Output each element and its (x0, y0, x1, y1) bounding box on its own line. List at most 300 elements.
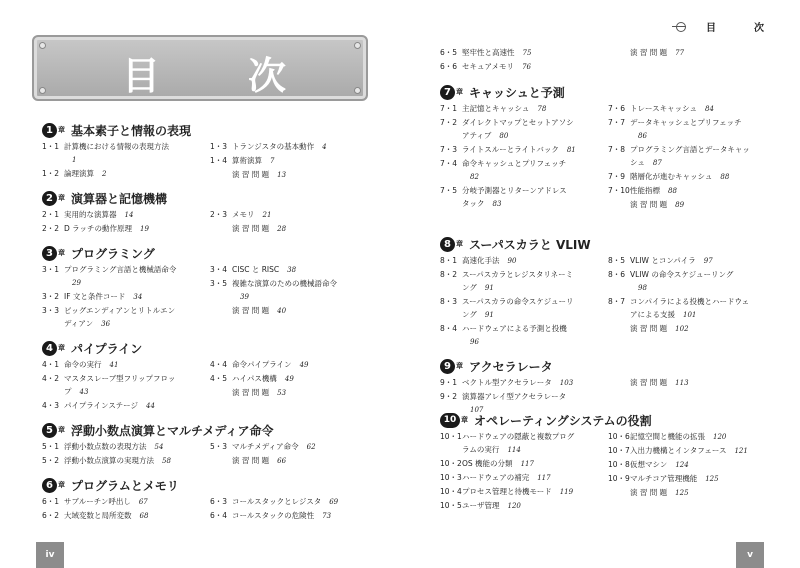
section-number: 6・5 (440, 48, 458, 57)
page-ref: 14 (124, 211, 134, 219)
section-title: 演 習 問 題 (630, 48, 668, 57)
toc-column-left (42, 140, 169, 181)
toc-entry[interactable] (608, 184, 750, 198)
section-number: 10・3 (440, 473, 462, 482)
section-title: データキャッシュとプリフェッチ (630, 118, 742, 127)
toc-entry[interactable] (42, 454, 171, 468)
section-title: 命令パイプライン (232, 360, 292, 369)
toc-entry[interactable] (440, 143, 576, 157)
section-title: 命令キャッシュとプリフェッチ (462, 159, 567, 168)
toc-entry[interactable] (42, 263, 176, 290)
section-number: 8・2 (440, 270, 458, 279)
page-ref: 13 (277, 171, 287, 179)
section-title: 主記憶とキャッシュ (462, 104, 530, 113)
page-ref: 91 (484, 284, 494, 292)
section-title: ハードウェアの補完 (462, 473, 530, 482)
page-ref: 49 (299, 361, 309, 369)
section-title: 堅牢性と高速性 (462, 48, 515, 57)
section-number: 4・3 (42, 401, 60, 410)
toc-entry[interactable] (440, 60, 531, 74)
toc-entry[interactable] (440, 254, 573, 268)
page-ref: 67 (138, 498, 148, 506)
section-number: 1・2 (42, 169, 60, 178)
page-ref: 54 (154, 443, 164, 451)
page-ref: 58 (162, 457, 171, 465)
page-ref: 81 (566, 146, 576, 154)
page-ref: 90 (507, 257, 517, 265)
line-icon (672, 26, 686, 27)
section-number: 6・4 (210, 511, 228, 520)
toc-entry[interactable] (42, 399, 175, 413)
page-ref: 44 (146, 402, 155, 410)
section-title: 性能指標 (630, 186, 660, 195)
section-number: 7・9 (608, 172, 626, 181)
section-title: コールスタックの危険性 (232, 511, 315, 520)
section-title: 浮動小数点演算の実現方法 (64, 456, 154, 465)
section-title: ベクトル型アクセラレータ (462, 378, 552, 387)
chapter-block (42, 422, 372, 465)
section-title: プロセス管理と待機モード (462, 487, 552, 496)
section-title: ハードウェアの隠蔽と複数プログ (462, 432, 575, 441)
section-title: 命令の実行 (64, 360, 102, 369)
section-number: 8・7 (608, 297, 626, 306)
toc-entry[interactable] (210, 386, 308, 400)
toc-entry[interactable] (42, 495, 148, 509)
toc-entry[interactable] (42, 208, 149, 222)
rivet-icon (354, 42, 361, 49)
toc-entry[interactable] (440, 295, 573, 322)
page-ref: 89 (675, 201, 685, 209)
page-ref: 7 (270, 157, 275, 165)
page-ref: 40 (277, 307, 287, 315)
section-title-cont: ング (462, 283, 477, 292)
toc-column-left (440, 430, 574, 513)
toc-entry[interactable] (608, 376, 689, 390)
toc-column-right (210, 440, 316, 468)
page-ref: 86 (638, 132, 647, 140)
section-title: 高速化手法 (462, 256, 500, 265)
toc-entry[interactable] (210, 263, 337, 277)
chapter-heading[interactable] (42, 245, 372, 261)
toc-entry[interactable] (608, 444, 748, 458)
chapter-number-badge: 3 (42, 246, 57, 261)
toc-entry[interactable] (42, 290, 176, 304)
page-ref: 117 (520, 460, 534, 468)
page-ref: 120 (507, 502, 521, 510)
section-title: 演 習 問 題 (630, 200, 668, 209)
chapter-title: 基本素子と情報の表現 (71, 123, 192, 138)
toc-entry[interactable] (608, 295, 749, 322)
page-number-right: v (736, 542, 764, 568)
page-ref: 73 (322, 512, 332, 520)
toc-entry[interactable] (42, 372, 175, 399)
toc-entry[interactable] (608, 486, 748, 500)
page-ref: 76 (522, 63, 531, 71)
section-title: 複雑な演算のための機械語命令 (232, 279, 337, 288)
page-ref: 120 (713, 433, 727, 441)
page-ref: 113 (675, 379, 689, 387)
toc-column-right (210, 208, 286, 236)
section-title: VLIW とコンパイラ (630, 256, 696, 265)
page-ref: 29 (72, 279, 81, 287)
section-number: 7・3 (440, 145, 458, 154)
section-number: 1・1 (42, 142, 60, 151)
toc-column-right (210, 140, 327, 182)
section-title: 算術演算 (232, 156, 262, 165)
page-ref: 41 (109, 361, 119, 369)
section-title: 実用的な演算器 (64, 210, 117, 219)
section-title: CISC と RISC (232, 265, 280, 274)
toc-entry[interactable] (42, 140, 169, 167)
section-title-cont: シュ (630, 158, 645, 167)
section-title: 大域変数と局所変数 (64, 511, 132, 520)
toc-column-right (210, 263, 337, 318)
section-title: 演 習 問 題 (630, 488, 668, 497)
chapter-block (42, 477, 372, 520)
section-number: 3・1 (42, 265, 60, 274)
page-ref: 2 (102, 170, 107, 178)
toc-entry[interactable] (42, 358, 175, 372)
toc-entry[interactable] (210, 372, 308, 386)
section-title: 論理演算 (64, 169, 94, 178)
page-ref: 28 (277, 225, 287, 233)
toc-column-right (210, 495, 338, 523)
toc-entry[interactable] (210, 454, 316, 468)
section-number: 10・5 (440, 501, 462, 510)
toc-entry[interactable] (440, 46, 531, 60)
page-ref: 36 (101, 320, 111, 328)
section-title: 演 習 問 題 (232, 170, 270, 179)
section-title: 演 習 問 題 (232, 306, 270, 315)
section-title-cont: プ (64, 387, 72, 396)
toc-entry[interactable] (608, 322, 749, 336)
toc-entry[interactable] (440, 499, 574, 513)
toc-entry[interactable] (42, 304, 176, 331)
section-title: ハイパス機構 (232, 374, 277, 383)
chapter-suffix: 章 (461, 416, 468, 424)
section-number: 8・1 (440, 256, 458, 265)
section-title: ハードウェアによる予測と投機 (462, 324, 567, 333)
chapter-heading[interactable] (440, 412, 770, 428)
toc-entry[interactable] (210, 222, 286, 236)
toc-entry[interactable] (608, 198, 750, 212)
chapter-heading[interactable] (42, 477, 372, 493)
toc-entry[interactable] (608, 472, 748, 486)
page-ref: 88 (668, 187, 677, 195)
section-title: プログラミング言語と機械語命令 (64, 265, 177, 274)
section-title: トレースキャッシュ (630, 104, 697, 113)
toc-column-left (42, 358, 175, 413)
chapter-block (440, 412, 770, 510)
section-title: 浮動小数点数の表現方法 (64, 442, 147, 451)
toc-entry[interactable] (210, 208, 286, 222)
page-ref: 75 (522, 49, 532, 57)
toc-column-left (42, 263, 176, 331)
toc-entry[interactable] (608, 268, 749, 295)
chapter-number-badge: 7 (440, 85, 455, 100)
page-ref: 107 (470, 406, 484, 414)
section-title: ユーザ管理 (462, 501, 500, 510)
page-ref: 98 (638, 284, 647, 292)
page-ref: 19 (140, 225, 149, 233)
section-title-cont: ング (462, 310, 477, 319)
section-number: 6・1 (42, 497, 60, 506)
chapter-suffix: 章 (58, 426, 65, 434)
toc-entry[interactable] (210, 495, 338, 509)
section-title: 仮想マシン (630, 460, 668, 469)
toc-column-left (440, 46, 531, 74)
section-title: ライトスルーとライトバック (462, 145, 559, 154)
page-ref: 101 (683, 311, 697, 319)
chapter-heading[interactable] (42, 340, 372, 356)
toc-column-right (210, 358, 308, 400)
chapter-heading[interactable] (440, 84, 770, 100)
chapter-heading[interactable] (42, 122, 372, 138)
toc-entry[interactable] (210, 140, 327, 154)
section-number: 3・2 (42, 292, 60, 301)
page-ref: 88 (720, 173, 730, 181)
chapter-title: プログラミング (71, 246, 155, 261)
section-title: スーパスカラの命令スケジューリ (462, 297, 574, 306)
section-number: 7・5 (440, 186, 458, 195)
toc-entry[interactable] (608, 254, 749, 268)
toc-column-right (608, 430, 748, 500)
chapter-number-badge: 8 (440, 237, 455, 252)
toc-entry[interactable] (608, 116, 750, 143)
toc-entry[interactable] (608, 170, 750, 184)
section-number: 3・4 (210, 265, 228, 274)
toc-entry[interactable] (210, 358, 308, 372)
chapter-number-badge: 6 (42, 478, 57, 493)
rivet-icon (354, 87, 361, 94)
chapter-heading[interactable] (42, 422, 372, 438)
section-number: 9・2 (440, 392, 458, 401)
section-number: 1・3 (210, 142, 228, 151)
section-title: D ラッチの動作原理 (64, 224, 133, 233)
chapter-block (42, 340, 372, 410)
page-ref: 117 (537, 474, 551, 482)
section-number: 10・2 (440, 459, 462, 468)
page-ref: 119 (559, 488, 574, 496)
page-ref: 43 (79, 388, 89, 396)
page-ref: 21 (262, 211, 272, 219)
toc-entry[interactable] (42, 440, 171, 454)
section-title: パイプラインステージ (64, 401, 139, 410)
rivet-icon (39, 87, 46, 94)
toc-entry[interactable] (440, 485, 574, 499)
section-number: 10・9 (608, 474, 630, 483)
chapter-title: スーパスカラと VLIW (469, 237, 591, 252)
page-ref: 77 (675, 49, 685, 57)
section-number: 7・8 (608, 145, 626, 154)
toc-entry[interactable] (440, 457, 574, 471)
page-ref: 39 (240, 293, 249, 301)
chapter-block (440, 236, 770, 346)
page-ref: 83 (492, 200, 502, 208)
chapter-block (42, 122, 372, 179)
toc-entry[interactable] (440, 430, 574, 457)
chapter-title: プログラムとメモリ (71, 478, 179, 493)
section-title: 入出力機構とインタフェース (630, 446, 727, 455)
toc-entry[interactable] (210, 440, 316, 454)
section-title: マスタスレーブ型フリップフロッ (64, 374, 176, 383)
chapter-heading[interactable] (440, 236, 770, 252)
toc-entry[interactable] (42, 509, 148, 523)
section-number: 1・4 (210, 156, 228, 165)
chapter-title: 浮動小数点演算とマルチメディア命令 (71, 423, 274, 438)
toc-entry[interactable] (210, 509, 338, 523)
toc-entry[interactable] (608, 46, 684, 60)
toc-entry[interactable] (210, 304, 337, 318)
page-ref: 4 (322, 143, 327, 151)
toc-entry[interactable] (210, 168, 327, 182)
page-ref: 114 (507, 446, 521, 454)
toc-entry[interactable] (608, 143, 750, 170)
page-ref: 49 (284, 375, 294, 383)
section-title: トランジスタの基本動作 (232, 142, 315, 151)
section-number: 4・2 (42, 374, 60, 383)
section-number: 2・1 (42, 210, 60, 219)
page-ref: 68 (139, 512, 149, 520)
page-ref: 34 (133, 293, 143, 301)
section-title: ダイレクトマップとセットアソシ (462, 118, 574, 127)
section-number: 2・2 (42, 224, 60, 233)
section-title: 演 習 問 題 (630, 324, 668, 333)
chapter-title: アクセラレータ (469, 359, 553, 374)
section-number: 5・3 (210, 442, 228, 451)
chapter-title: 演算器と記憶機構 (71, 191, 168, 206)
page-ref: 124 (675, 461, 689, 469)
section-title: コールスタックとレジスタ (232, 497, 322, 506)
page-ref: 66 (277, 457, 287, 465)
section-title: 演 習 問 題 (232, 224, 270, 233)
toc-entry[interactable] (608, 430, 748, 444)
toc-entry[interactable] (210, 154, 327, 168)
toc-entry[interactable] (210, 277, 337, 304)
chapter-suffix: 章 (58, 481, 65, 489)
toc-column-right (608, 376, 689, 390)
page-ref: 82 (470, 173, 479, 181)
section-title-cont: ラムの実行 (462, 445, 500, 454)
chapter-number-badge: 2 (42, 191, 57, 206)
section-number: 5・1 (42, 442, 60, 451)
section-number: 7・2 (440, 118, 458, 127)
section-title: コンパイラによる投機とハードウェ (630, 297, 750, 306)
toc-column-right (608, 102, 750, 212)
chapter-heading[interactable] (440, 358, 770, 374)
section-number: 6・6 (440, 62, 458, 71)
section-title: 分岐予測器とリターンアドレス (462, 186, 567, 195)
chapter-suffix: 章 (58, 249, 65, 257)
section-number: 7・6 (608, 104, 626, 113)
chapter-block (42, 245, 372, 328)
section-number: 10・1 (440, 432, 462, 441)
chapter-block (440, 358, 770, 414)
page-ref: 125 (705, 475, 719, 483)
page-ref: 96 (470, 338, 479, 346)
section-number: 4・1 (42, 360, 60, 369)
section-title-cont: アティブ (462, 131, 492, 140)
toc-column-right (608, 254, 749, 336)
toc-entry[interactable] (440, 471, 574, 485)
section-number: 8・6 (608, 270, 626, 279)
section-number: 8・4 (440, 324, 458, 333)
section-number: 10・6 (608, 432, 630, 441)
section-number: 8・3 (440, 297, 458, 306)
section-title: マルチメディア命令 (232, 442, 299, 451)
chapter-suffix: 章 (456, 88, 463, 96)
running-head: 目 次 (676, 19, 764, 34)
toc-title-plate: 目 次 (32, 35, 368, 101)
section-number: 7・7 (608, 118, 626, 127)
chapter-heading[interactable] (42, 190, 372, 206)
toc-entry[interactable] (440, 102, 576, 116)
section-title: 計算機における情報の表現方法 (64, 142, 169, 151)
page-ref: 87 (652, 159, 662, 167)
section-number: 9・1 (440, 378, 458, 387)
chapter-suffix: 章 (58, 126, 65, 134)
rivet-icon (39, 42, 46, 49)
chapter-suffix: 章 (456, 240, 463, 248)
section-number: 4・5 (210, 374, 228, 383)
page-ref: 62 (306, 443, 316, 451)
chapter-block (42, 190, 372, 233)
toc-entry[interactable] (608, 458, 748, 472)
toc-entry[interactable] (42, 167, 169, 181)
right-page (400, 0, 800, 568)
section-title: 階層化が進むキャッシュ (630, 172, 713, 181)
toc-entry[interactable] (440, 116, 576, 143)
page-ref: 84 (704, 105, 714, 113)
toc-column-left (42, 495, 148, 523)
section-number: 2・3 (210, 210, 228, 219)
toc-entry[interactable] (440, 268, 573, 295)
page-ref: 80 (499, 132, 509, 140)
section-title: 演 習 問 題 (232, 388, 270, 397)
page-ref: 102 (675, 325, 689, 333)
page-ref: 78 (537, 105, 547, 113)
section-number: 3・3 (42, 306, 60, 315)
section-title: ビッグエンディアンとリトルエン (64, 306, 176, 315)
toc-entry[interactable] (42, 222, 149, 236)
page-ref: 1 (72, 156, 77, 164)
chapter-title: オペレーティングシステムの役割 (474, 413, 652, 428)
page-number-left: iv (36, 542, 64, 568)
toc-entry[interactable] (440, 157, 576, 184)
toc-column-left (42, 208, 149, 236)
section-title-cont: タック (462, 199, 485, 208)
chapter-number-badge: 10 (440, 413, 460, 428)
section-number: 10・7 (608, 446, 630, 455)
section-number: 5・2 (42, 456, 60, 465)
toc-entry[interactable] (608, 102, 750, 116)
section-number: 6・2 (42, 511, 60, 520)
toc-column-right (608, 46, 684, 60)
chapter-suffix: 章 (456, 362, 463, 370)
toc-entry[interactable] (440, 184, 576, 211)
section-title-cont: ディアン (64, 319, 94, 328)
toc-entry[interactable] (440, 376, 573, 390)
toc-entry[interactable] (440, 322, 573, 349)
section-title: サブルーチン呼出し (64, 497, 131, 506)
section-title: メモリ (232, 210, 255, 219)
section-number: 10・4 (440, 487, 462, 496)
chapter-number-badge: 5 (42, 423, 57, 438)
section-title-cont: アによる支援 (630, 310, 675, 319)
page-ref: 69 (329, 498, 339, 506)
chapter-block (440, 84, 770, 209)
section-title: OS 機能の分類 (462, 459, 513, 468)
